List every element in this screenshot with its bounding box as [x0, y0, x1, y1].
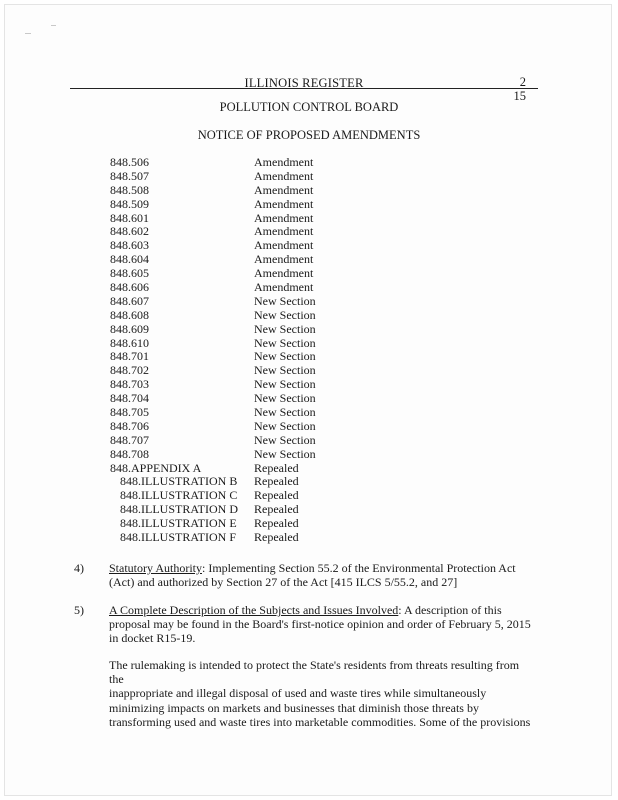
section-action: Repealed: [254, 488, 299, 503]
paragraph-line: The rulemaking is intended to protect the State's residents from threats resulting from the: [109, 658, 520, 687]
section-number: 848.609: [110, 321, 149, 336]
section-action: New Section: [254, 418, 316, 433]
item-line: in docket R15-19.: [109, 631, 196, 646]
section-row: [110, 364, 410, 378]
item-line: proposal may be found in the Board's first-notice opinion and order of February 5, 2015: [109, 617, 531, 632]
section-action: Repealed: [254, 460, 299, 475]
section-action: New Section: [254, 321, 316, 336]
section-row: [110, 184, 410, 198]
header-rule: [70, 76, 538, 89]
section-row: [110, 281, 410, 295]
section-action: New Section: [254, 446, 316, 461]
section-row: [110, 253, 410, 267]
section-row: [110, 309, 410, 323]
section-action: New Section: [254, 349, 316, 364]
notice-title: NOTICE OF PROPOSED AMENDMENTS: [197, 128, 421, 142]
item-heading: A Complete Description of the Subjects and Issues Involved: [109, 603, 399, 617]
section-number: 848.506: [110, 155, 149, 169]
section-action: New Section: [254, 307, 316, 322]
section-row: [110, 212, 410, 226]
section-row: [110, 489, 410, 503]
section-row: [110, 448, 410, 462]
section-number: 848.ILLUSTRATION E: [120, 516, 237, 531]
page-number: 2: [519, 75, 526, 89]
section-row: [110, 475, 410, 489]
section-number: 848.703: [110, 377, 149, 392]
section-action: Amendment: [254, 155, 314, 169]
volume-number: 15: [513, 89, 526, 103]
section-row: [110, 420, 410, 434]
item-heading: Statutory Authority: [109, 561, 202, 575]
section-row: [110, 295, 410, 309]
section-number: 848.ILLUSTRATION C: [120, 488, 238, 503]
paragraph-line: minimizing impacts on markets and businesses that diminish those threats by: [109, 700, 479, 715]
section-row: [110, 392, 410, 406]
register-title: ILLINOIS REGISTER: [244, 76, 364, 90]
section-number: 848.702: [110, 363, 149, 378]
section-action: New Section: [254, 293, 316, 308]
section-number: 848.APPENDIX A: [110, 460, 202, 475]
item-line: : A description of this: [398, 603, 502, 617]
section-row: [110, 350, 410, 364]
section-row: [110, 267, 410, 281]
section-row: [110, 531, 410, 545]
section-action: Amendment: [254, 224, 314, 239]
section-number: 848.610: [110, 335, 149, 350]
item-number: 5): [74, 603, 84, 617]
section-number: 848.507: [110, 168, 149, 183]
item-statutory-authority: [109, 561, 534, 589]
agency-name: POLLUTION CONTROL BOARD: [219, 100, 399, 114]
section-number: 848.605: [110, 266, 149, 281]
section-number: 848.508: [110, 182, 149, 197]
section-action: New Section: [254, 391, 316, 406]
section-number: 848.704: [110, 391, 149, 406]
section-action: New Section: [254, 377, 316, 392]
section-row: [110, 503, 410, 517]
section-number: 848.708: [110, 446, 149, 461]
body-paragraph: [109, 658, 534, 729]
scan-speck: [25, 33, 31, 34]
section-list: [110, 156, 410, 545]
paragraph-line: inappropriate and illegal disposal of used and waste tires while simultaneously: [109, 686, 487, 701]
section-action: Repealed: [254, 474, 299, 489]
section-action: New Section: [254, 405, 316, 420]
item-number: 4): [74, 561, 84, 575]
item-description: [109, 603, 534, 646]
section-row: [110, 225, 410, 239]
section-action: New Section: [254, 335, 316, 350]
section-number: 848.509: [110, 196, 149, 211]
section-action: Repealed: [254, 530, 299, 545]
section-action: Amendment: [254, 182, 314, 197]
section-number: 848.701: [110, 349, 149, 364]
section-row: [110, 170, 410, 184]
paragraph-line: transforming used and waste tires into marketable commodities. Some of the provisions: [109, 714, 531, 729]
section-number: 848.601: [110, 210, 149, 225]
section-number: 848.606: [110, 280, 149, 295]
section-row: [110, 434, 410, 448]
section-action: Amendment: [254, 252, 314, 267]
section-number: 848.604: [110, 252, 149, 267]
section-number: 848.607: [110, 293, 149, 308]
section-number: 848.707: [110, 432, 149, 447]
section-row: [110, 337, 410, 351]
item-line: (Act) and authorized by Section 27 of the Act [415 ILCS 5/55.2, and 27]: [109, 575, 458, 590]
section-number: 848.608: [110, 307, 149, 322]
section-action: Amendment: [254, 266, 314, 281]
section-number: 848.ILLUSTRATION D: [120, 502, 238, 517]
section-row: [110, 406, 410, 420]
section-number: 848.602: [110, 224, 149, 239]
section-number: 848.706: [110, 418, 149, 433]
section-action: Amendment: [254, 196, 314, 211]
section-action: Amendment: [254, 168, 314, 183]
section-number: 848.603: [110, 238, 149, 253]
section-action: New Section: [254, 363, 316, 378]
section-row: [110, 323, 410, 337]
section-action: New Section: [254, 432, 316, 447]
section-row: [110, 378, 410, 392]
section-number: 848.705: [110, 405, 149, 420]
section-row: [110, 198, 410, 212]
section-action: Repealed: [254, 516, 299, 531]
section-row: [110, 156, 410, 170]
section-action: Amendment: [254, 210, 314, 225]
section-number: 848.ILLUSTRATION B: [120, 474, 238, 489]
section-row: [110, 462, 410, 476]
section-action: Repealed: [254, 502, 299, 517]
section-action: Amendment: [254, 280, 314, 295]
section-number: 848.ILLUSTRATION F: [120, 530, 236, 545]
section-row: [110, 517, 410, 531]
item-line: : Implementing Section 55.2 of the Environmental Protection Act: [202, 561, 516, 575]
scan-speck: [51, 25, 56, 26]
section-row: [110, 239, 410, 253]
section-action: Amendment: [254, 238, 314, 253]
